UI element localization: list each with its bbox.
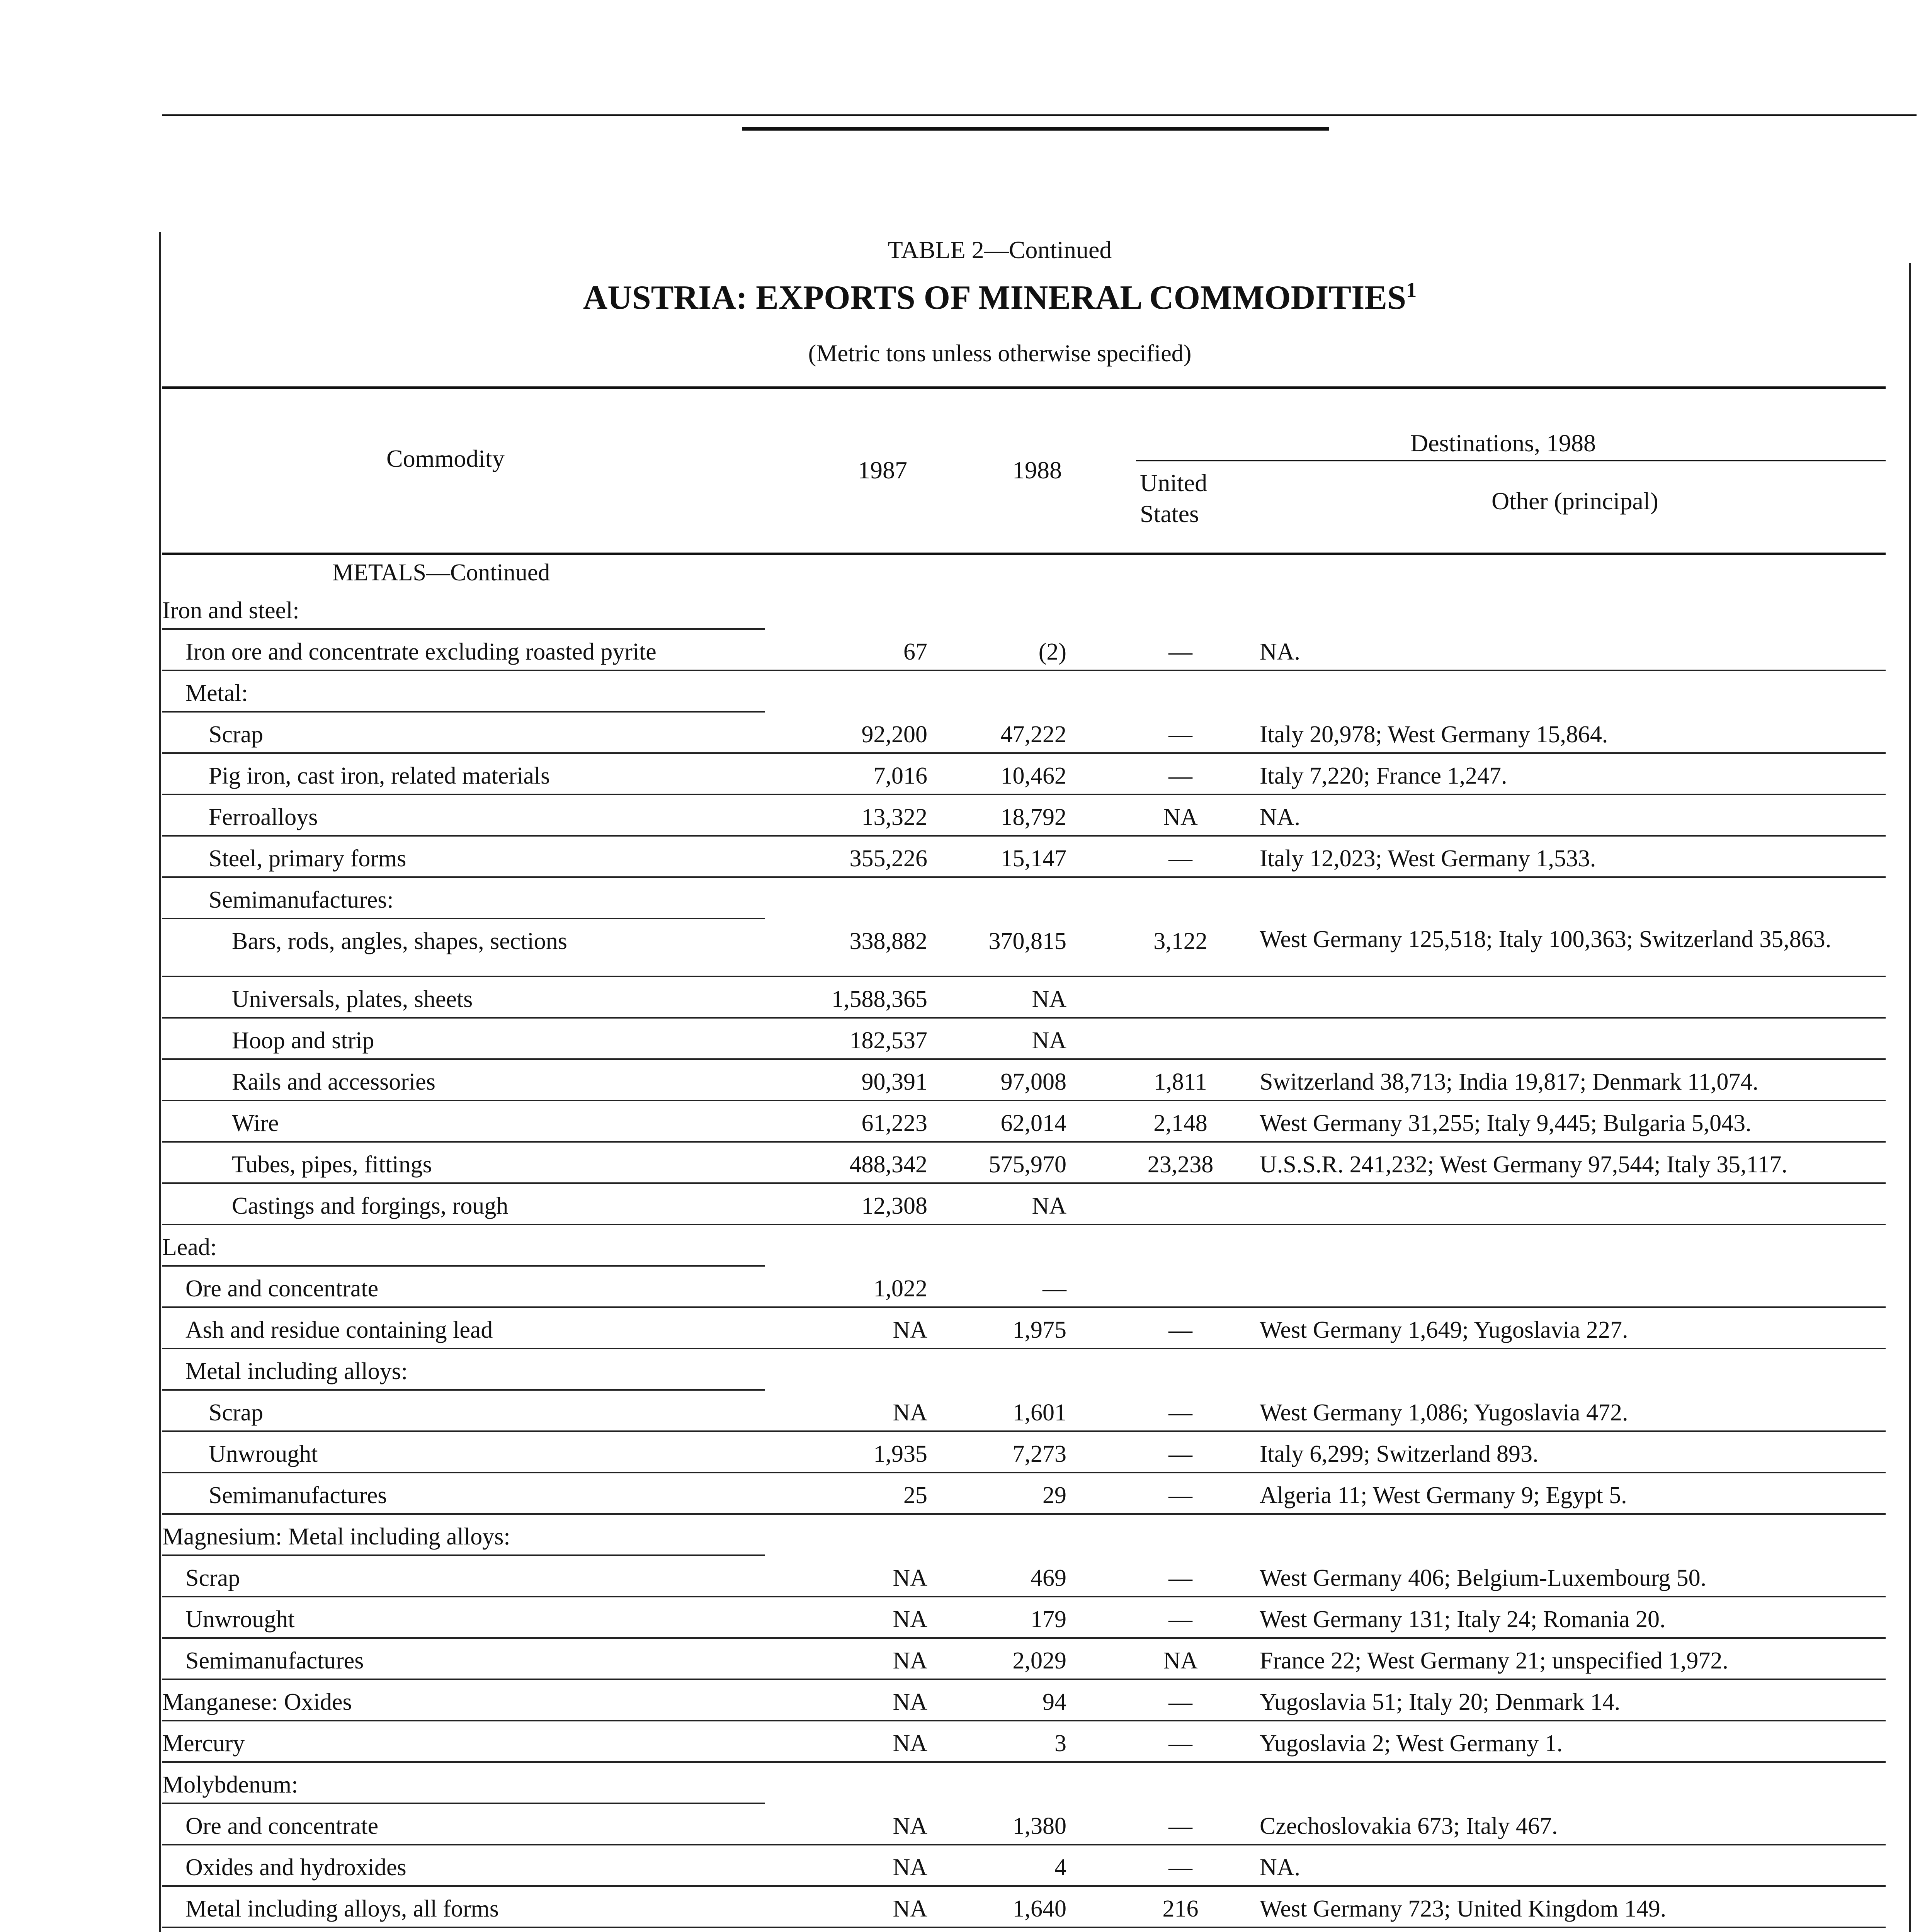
commodity-name: Hoop and strip: [232, 1027, 374, 1054]
value-1988: —: [1043, 1276, 1066, 1302]
commodity-group-label: Metal including alloys:: [185, 1358, 408, 1384]
table-row: [162, 1640, 1886, 1682]
commodity-group-label: Iron and steel:: [162, 597, 299, 624]
destination-other: Algeria 11; West Germany 9; Egypt 5.: [1260, 1482, 1627, 1509]
commodity-group-label: Molybdenum:: [162, 1772, 298, 1798]
table-row: [162, 1475, 1886, 1516]
value-1987: NA: [893, 1565, 927, 1591]
table-subheading-row: [162, 590, 1886, 631]
value-1988: 7,273: [1012, 1441, 1066, 1467]
commodity-name: Ash and residue containing lead: [185, 1317, 493, 1343]
value-1988: 97,008: [1000, 1069, 1066, 1095]
value-1988: NA: [1032, 986, 1066, 1012]
value-1988: 2,029: [1012, 1648, 1066, 1674]
destination-other: Yugoslavia 2; West Germany 1.: [1260, 1730, 1563, 1757]
destination-united-states: 3,122: [1153, 928, 1208, 954]
table-body: [162, 590, 1886, 1932]
value-1987: 92,200: [861, 721, 927, 748]
commodity-name: Iron ore and concentrate excluding roasted pyrite: [185, 639, 656, 665]
value-1988: 1,975: [1012, 1317, 1066, 1343]
destination-united-states: 23,238: [1147, 1151, 1214, 1178]
table-subheading-row: [162, 1930, 1886, 1932]
table-row: [162, 631, 1886, 673]
destination-united-states: 2,148: [1153, 1110, 1208, 1136]
value-1988: 47,222: [1000, 721, 1066, 748]
commodity-name: Steel, primary forms: [209, 845, 406, 872]
value-1988: (2): [1038, 639, 1066, 665]
table-row: [162, 979, 1886, 1020]
commodity-name: Semimanufactures: [185, 1648, 364, 1674]
destination-united-states: NA: [1163, 804, 1198, 830]
destination-united-states: —: [1168, 1813, 1192, 1839]
header-1988: 1988: [1012, 456, 1062, 484]
value-1988: 1,601: [1012, 1400, 1066, 1426]
top-rule-thick: [742, 127, 1329, 131]
value-1988: 29: [1043, 1482, 1066, 1509]
table-row: [162, 1392, 1886, 1434]
value-1987: 90,391: [861, 1069, 927, 1095]
value-1988: 1,640: [1012, 1896, 1066, 1922]
commodity-name: Rails and accessories: [232, 1069, 435, 1095]
header-commodity: Commodity: [386, 445, 505, 472]
table-subheading-row: [162, 1516, 1886, 1558]
value-1987: 182,537: [849, 1027, 927, 1054]
table-row: [162, 1599, 1886, 1640]
destination-other: Italy 7,220; France 1,247.: [1260, 763, 1507, 789]
destination-united-states: —: [1168, 1854, 1192, 1881]
destination-other: West Germany 1,086; Yugoslavia 472.: [1260, 1400, 1628, 1426]
commodity-group-label: Lead:: [162, 1234, 217, 1260]
table-main-title: [0, 278, 1932, 317]
destination-united-states: —: [1168, 845, 1192, 872]
right-margin-line: [1909, 263, 1911, 1932]
table-row: [162, 714, 1886, 755]
value-1987: 67: [903, 639, 927, 665]
commodity-group-label: Metal:: [185, 680, 248, 706]
table-subheading-row: [162, 1227, 1886, 1268]
destination-other: U.S.S.R. 241,232; West Germany 97,544; Italy 35,117.: [1260, 1151, 1787, 1178]
table-row: [162, 1806, 1886, 1847]
destination-united-states: —: [1168, 639, 1192, 665]
exports-table: [162, 386, 1886, 1932]
destination-united-states: —: [1168, 1730, 1192, 1757]
value-1987: 12,308: [861, 1193, 927, 1219]
destination-united-states: NA: [1163, 1648, 1198, 1674]
commodity-group-label: [162, 1930, 765, 1932]
table-row: [162, 1144, 1886, 1185]
destination-united-states: —: [1168, 763, 1192, 789]
commodity-name: Ferroalloys: [209, 804, 318, 830]
table-row: [162, 755, 1886, 797]
table-row: [162, 1888, 1886, 1930]
table-header: [162, 386, 1886, 555]
value-1987: 61,223: [861, 1110, 927, 1136]
value-1988: 4: [1054, 1854, 1066, 1881]
table-row: [162, 1434, 1886, 1475]
table-subheading-row: [162, 1351, 1886, 1392]
commodity-name: Ore and concentrate: [185, 1276, 379, 1302]
value-1988: 3: [1054, 1730, 1066, 1757]
section-heading-row: [162, 555, 1886, 590]
destination-other: West Germany 125,518; Italy 100,363; Switzerland 35,863.: [1260, 926, 1832, 952]
commodity-name: Castings and forgings, rough: [232, 1193, 509, 1219]
table-subheading-row: [162, 1764, 1886, 1806]
destination-united-states: —: [1168, 1565, 1192, 1591]
destination-other: Italy 12,023; West Germany 1,533.: [1260, 845, 1596, 872]
header-destinations-rule: [1136, 460, 1886, 461]
destination-other: Italy 6,299; Switzerland 893.: [1260, 1441, 1539, 1467]
commodity-name: Scrap: [209, 721, 264, 748]
table-row: [162, 1310, 1886, 1351]
table-subtitle: (Metric tons unless otherwise specified): [808, 340, 1192, 367]
value-1988: 18,792: [1000, 804, 1066, 830]
commodity-name: Oxides and hydroxides: [185, 1854, 406, 1881]
value-1987: NA: [893, 1648, 927, 1674]
commodity-name: Scrap: [185, 1565, 240, 1591]
value-1987: NA: [893, 1400, 927, 1426]
value-1987: NA: [893, 1606, 927, 1633]
commodity-name: Mercury: [162, 1730, 245, 1757]
value-1988: 469: [1031, 1565, 1066, 1591]
table-row: [162, 1847, 1886, 1888]
title-footnote-ref: 1: [1406, 278, 1417, 302]
value-1988: 575,970: [988, 1151, 1066, 1178]
commodity-name: Unwrought: [185, 1606, 295, 1633]
table-row: [162, 797, 1886, 838]
table-number: TABLE 2—Continued: [888, 236, 1112, 264]
table-row: [162, 1185, 1886, 1227]
value-1988: 1,380: [1012, 1813, 1066, 1839]
value-1987: NA: [893, 1813, 927, 1839]
destination-other: NA.: [1260, 639, 1301, 665]
commodity-name: Bars, rods, angles, shapes, sections: [232, 928, 567, 954]
value-1987: 1,935: [873, 1441, 927, 1467]
left-margin-line: [159, 232, 161, 1932]
table-subheading-row: [162, 673, 1886, 714]
value-1987: 7,016: [873, 763, 927, 789]
destination-other: West Germany 131; Italy 24; Romania 20.: [1260, 1606, 1666, 1633]
value-1988: 15,147: [1000, 845, 1066, 872]
header-destinations: Destinations, 1988: [1410, 429, 1596, 457]
destination-other: West Germany 406; Belgium-Luxembourg 50.: [1260, 1565, 1707, 1591]
destination-united-states: —: [1168, 1317, 1192, 1343]
value-1987: NA: [893, 1896, 927, 1922]
value-1987: 1,588,365: [832, 986, 927, 1012]
value-1987: NA: [893, 1317, 927, 1343]
value-1987: NA: [893, 1854, 927, 1881]
commodity-group-label: Semimanufactures:: [209, 887, 394, 913]
table-row: [162, 1682, 1886, 1723]
destination-other: NA.: [1260, 804, 1301, 830]
destination-other: Switzerland 38,713; India 19,817; Denmark 11,074.: [1260, 1069, 1759, 1095]
value-1988: NA: [1032, 1027, 1066, 1054]
table-main-title-text: AUSTRIA: EXPORTS OF MINERAL COMMODITIES: [583, 279, 1406, 316]
header-other-principal: Other (principal): [1492, 487, 1658, 515]
destination-other: Italy 20,978; West Germany 15,864.: [1260, 721, 1608, 748]
header-united-states: United States: [1140, 469, 1208, 527]
commodity-name: Pig iron, cast iron, related materials: [209, 763, 550, 789]
destination-united-states: 1,811: [1154, 1069, 1207, 1095]
table-row: [162, 1558, 1886, 1599]
destination-other: France 22; West Germany 21; unspecified 1,972.: [1260, 1648, 1728, 1674]
destination-united-states: —: [1168, 1482, 1192, 1509]
commodity-name: Ore and concentrate: [185, 1813, 379, 1839]
destination-other: West Germany 1,649; Yugoslavia 227.: [1260, 1317, 1628, 1343]
destination-other: Czechoslovakia 673; Italy 467.: [1260, 1813, 1558, 1839]
table-row: [162, 838, 1886, 879]
value-1987: NA: [893, 1730, 927, 1757]
destination-united-states: —: [1168, 1441, 1192, 1467]
table-row: [162, 1103, 1886, 1144]
header-1987: 1987: [858, 456, 907, 484]
destination-united-states: —: [1168, 721, 1192, 748]
destination-other: Yugoslavia 51; Italy 20; Denmark 14.: [1260, 1689, 1621, 1715]
table-row: [162, 1020, 1886, 1061]
value-1988: 370,815: [988, 928, 1066, 954]
value-1988: NA: [1032, 1193, 1066, 1219]
destination-united-states: —: [1168, 1400, 1192, 1426]
commodity-name: Scrap: [209, 1400, 264, 1426]
value-1987: 488,342: [849, 1151, 927, 1178]
value-1987: 338,882: [849, 928, 927, 954]
commodity-name: Universals, plates, sheets: [232, 986, 473, 1012]
value-1988: 179: [1031, 1606, 1066, 1633]
table-row: [162, 921, 1886, 979]
destination-other: West Germany 723; United Kingdom 149.: [1260, 1896, 1667, 1922]
value-1988: 94: [1043, 1689, 1066, 1715]
table-row: [162, 1723, 1886, 1764]
commodity-name: Wire: [232, 1110, 279, 1136]
value-1988: 62,014: [1000, 1110, 1066, 1136]
value-1987: 355,226: [849, 845, 927, 872]
value-1987: 1,022: [873, 1276, 927, 1302]
table-subheading-row: [162, 879, 1886, 921]
value-1988: 10,462: [1000, 763, 1066, 789]
table-row: [162, 1268, 1886, 1310]
value-1987: 13,322: [861, 804, 927, 830]
destination-other: NA.: [1260, 1854, 1301, 1881]
top-rule: [162, 114, 1917, 116]
commodity-group-label: Magnesium: Metal including alloys:: [162, 1524, 510, 1550]
value-1987: NA: [893, 1689, 927, 1715]
value-1987: 25: [903, 1482, 927, 1509]
section-heading: METALS—Continued: [332, 560, 550, 586]
commodity-name: Tubes, pipes, fittings: [232, 1151, 432, 1178]
commodity-name: Manganese: Oxides: [162, 1689, 352, 1715]
commodity-name: Semimanufactures: [209, 1482, 387, 1509]
table-row: [162, 1061, 1886, 1103]
destination-other: West Germany 31,255; Italy 9,445; Bulgaria 5,043.: [1260, 1110, 1752, 1136]
destination-united-states: 216: [1162, 1896, 1199, 1922]
commodity-name: Metal including alloys, all forms: [185, 1896, 499, 1922]
destination-united-states: —: [1168, 1689, 1192, 1715]
commodity-name: Unwrought: [209, 1441, 318, 1467]
destination-united-states: —: [1168, 1606, 1192, 1633]
